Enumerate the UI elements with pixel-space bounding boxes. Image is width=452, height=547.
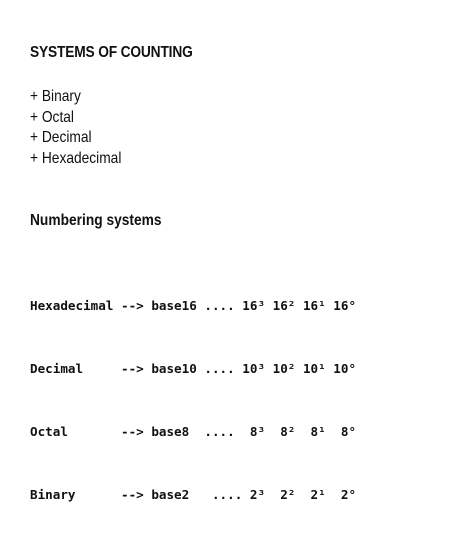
page-title: [30, 44, 219, 62]
list-item: [30, 149, 136, 170]
list-item-octal: + Octal: [30, 108, 74, 126]
list-item-binary: + Binary: [30, 88, 81, 105]
code-line-octal: Octal --> base8 .... 8³ 8² 8¹ 8°: [30, 424, 357, 439]
numbering-systems-code-block: [30, 253, 356, 547]
list-item: [30, 128, 136, 149]
page-title-text: SYSTEMS OF COUNTING: [30, 44, 193, 61]
list-item: [30, 87, 136, 108]
code-line-hexadecimal: Hexadecimal --> base16 .... 16³ 16² 16¹ 16°: [30, 298, 357, 313]
counting-systems-list: [30, 87, 136, 170]
list-item: [30, 108, 136, 129]
section-heading-text: Numbering systems: [30, 212, 162, 229]
list-item-hexadecimal: + Hexadecimal: [30, 150, 122, 168]
list-item-decimal: + Decimal: [30, 129, 92, 147]
code-line-binary: Binary --> base2 .... 2³ 2² 2¹ 2°: [30, 487, 357, 502]
code-line-decimal: Decimal --> base10 .... 10³ 10² 10¹ 10°: [30, 361, 357, 376]
section-heading: [30, 212, 183, 230]
